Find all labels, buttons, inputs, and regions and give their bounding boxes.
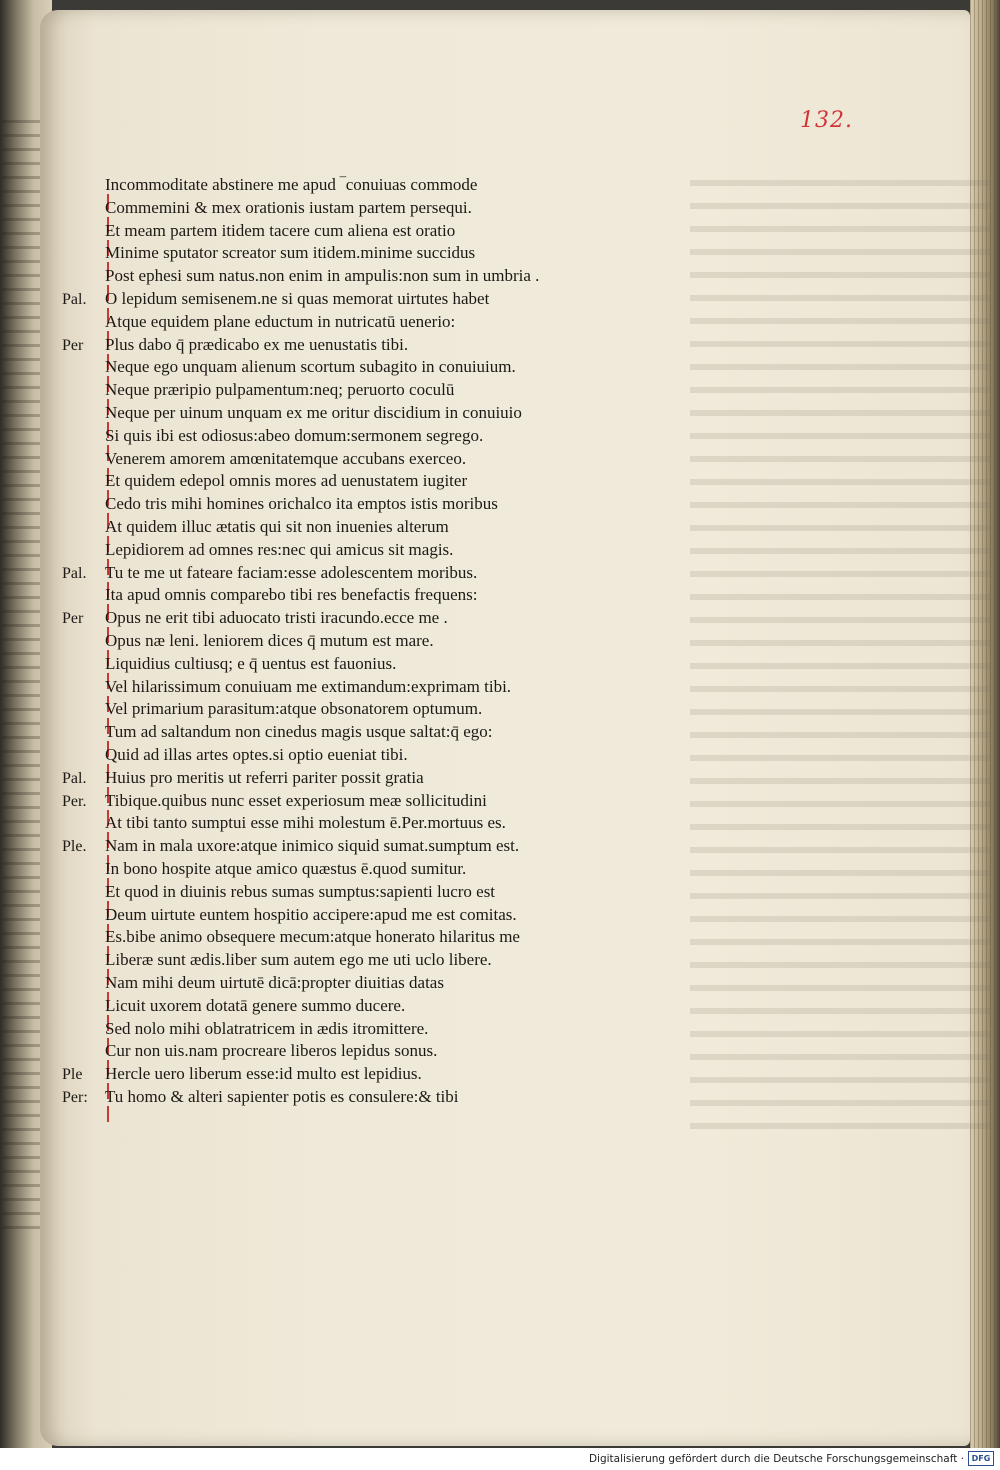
dfg-logo (968, 1451, 994, 1466)
speaker-label: Per (62, 610, 84, 628)
text-line: Vel hilarissimum conuiuam me extimandum:exprimam tibi. (105, 676, 512, 696)
text-line: Et meam partem itidem tacere cum aliena est oratio (105, 220, 456, 240)
text-line: Tibique.quibus nunc esset experiosum meæ sollicitudini (105, 790, 487, 810)
text-line: Liberæ sunt ædis.liber sum autem ego me uti uclo libere. (105, 950, 492, 970)
speaker-label: Ple. (62, 838, 87, 856)
speaker-label: Pal. (62, 291, 87, 308)
text-line: Nam mihi deum uirtutē dicā:propter diuitias datas (105, 973, 444, 992)
text-line: Opus ne erit tibi aduocato tristi iracundo.ecce me . (105, 608, 448, 628)
text-line: Vel primarium parasitum:atque obsonatorem optumum. (105, 699, 483, 719)
text-line: In bono hospite atque amico quæstus ē.quod sumitur. (105, 859, 467, 878)
text-line: Es.bibe animo obsequere mecum:atque honerato hilaritus me (105, 927, 520, 947)
speaker-label: Per: (62, 1089, 88, 1106)
text-line: Minime sputator screator sum itidem.minime succidus (105, 243, 476, 263)
text-line: Cur non uis.nam procreare liberos lepidus sonus. (105, 1041, 438, 1061)
text-line: Deum uirtute euntem hospitio accipere:apud me est comitas. (105, 904, 517, 924)
text-line: Si quis ibi est odiosus:abeo domum:sermonem segrego. (105, 425, 484, 445)
speaker-label: Pal. (62, 769, 87, 787)
text-line: Sed nolo mihi oblatratricem in ædis itromittere. (105, 1018, 429, 1038)
text-line: Tu te me ut fateare faciam:esse adolescentem moribus. (105, 562, 478, 582)
text-line: Opus næ leni. leniorem dices q̄ mutum est mare. (105, 631, 434, 650)
text-line: Plus dabo q̄ prædicabo ex me uenustatis tibi. (105, 334, 409, 354)
folio-number: 132. (800, 108, 853, 133)
text-line: Tu homo & alteri sapienter potis es consulere:& tibi (105, 1087, 459, 1106)
footer-credit: Digitalisierung gefördert durch die Deutsche Forschungsgemeinschaft · (588, 1453, 964, 1465)
text-line: At quidem illuc ætatis qui sit non inuenies alterum (105, 517, 449, 536)
text-line: Licuit uxorem dotatā genere summo ducere. (105, 995, 406, 1015)
text-line: Et quidem edepol omnis mores ad uenustatem iugiter (105, 471, 468, 491)
text-line: Liquidius cultiusq; e q̄ uentus est fauonius. (105, 653, 397, 673)
text-line: Atque equidem plane eductum in nutricatū uenerio: (105, 311, 456, 331)
text-line: Neque ego unquam alienum scortum subagito in conuiuium. (105, 357, 516, 377)
text-line: Lepidiorem ad omnes res:nec qui amicus sit magis. (105, 539, 454, 559)
text-line: Tum ad saltandum non cinedus magis usque saltat:q̄ ego: (105, 722, 493, 742)
verso-show-through (690, 180, 990, 1140)
text-line: Incommoditate abstinere me apud ‾conuiuas commode (105, 175, 478, 194)
text-line: Huius pro meritis ut referri pariter possit gratia (105, 767, 424, 787)
text-line: Et quod in diuinis rebus sumas sumptus:sapienti lucro est (105, 881, 496, 901)
dfg-logo-text: DFG (971, 1454, 991, 1463)
text-line: Post ephesi sum natus.non enim in ampulis:non sum in umbria . (105, 266, 540, 286)
text-line: Neque per uinum unquam ex me oritur discidium in conuiuio (105, 403, 522, 422)
speaker-label: Pal. (62, 564, 87, 582)
text-line: Commemini & mex orationis iustam partem persequi. (105, 197, 472, 217)
text-line: Nam in mala uxore:atque inimico siquid sumat.sumptum est. (105, 836, 520, 856)
speaker-label: Ple (62, 1066, 83, 1084)
text-line: Hercle uero liberum esse:id multo est lepidius. (105, 1064, 422, 1084)
text-line: O lepidum semisenem.ne si quas memorat uirtutes habet (105, 289, 490, 308)
text-line: Quid ad illas artes optes.si optio eueniat tibi. (105, 745, 408, 764)
text-line: Cedo tris mihi homines orichalco ita emptos istis moribus (105, 494, 498, 514)
speaker-label: Per. (62, 792, 87, 810)
text-line: At tibi tanto sumptui esse mihi molestum ē.Per.mortuus es. (105, 813, 506, 833)
speaker-label: Per (62, 336, 84, 354)
text-line: Venerem amorem amœnitatemque accubans exerceo. (105, 448, 467, 468)
text-line: Ita apud omnis comparebo tibi res benefactis frequens: (105, 585, 478, 605)
text-line: Neque præripio pulpamentum:neq; peruorto coculū (105, 380, 455, 400)
